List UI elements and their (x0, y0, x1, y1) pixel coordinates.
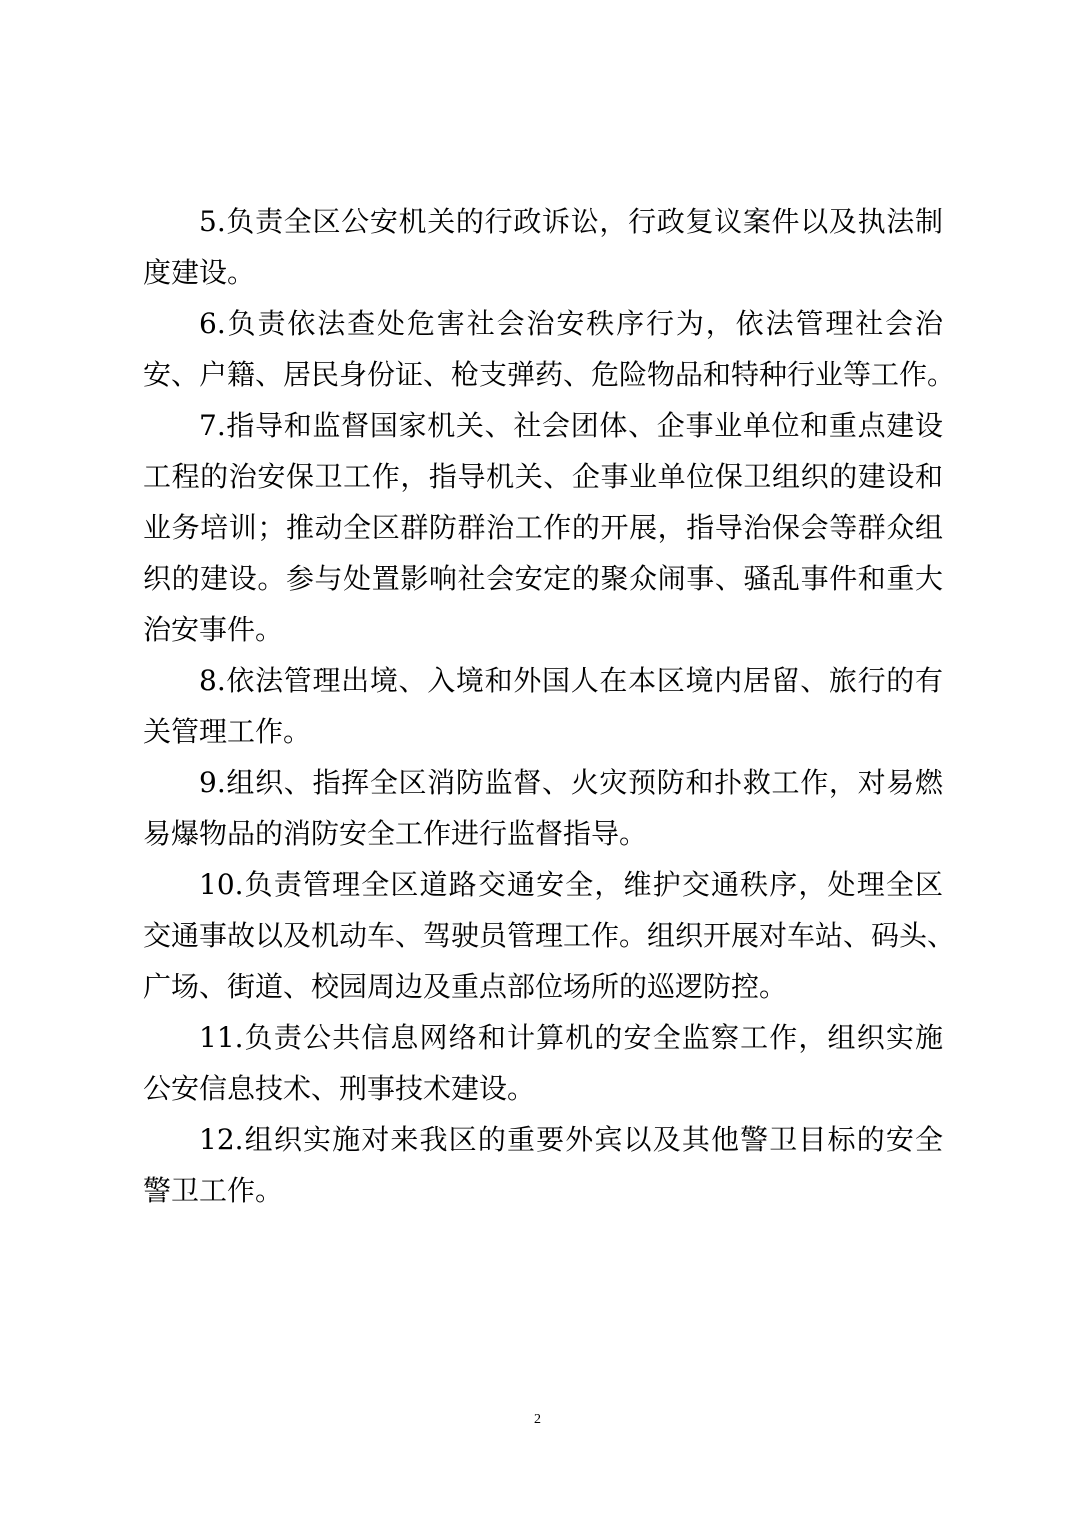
page-number: 2 (534, 1412, 541, 1427)
text-line: 度建设。 (143, 256, 256, 289)
text-line: 6.负责依法查处危害社会治安秩序行为，依法管理社会治 (199, 307, 943, 340)
text-line: 警卫工作。 (143, 1174, 284, 1207)
text-line: 安、户籍、居民身份证、枪支弹药、危险物品和特种行业等工作。 (143, 358, 956, 391)
text-line: 广场、街道、校园周边及重点部位场所的巡逻防控。 (143, 970, 788, 1003)
text-line: 9.组织、指挥全区消防监督、火灾预防和扑救工作，对易燃 (199, 766, 943, 799)
text-line: 工程的治安保卫工作，指导机关、企事业单位保卫组织的建设和 (143, 460, 943, 493)
text-line: 织的建设。参与处置影响社会安定的聚众闹事、骚乱事件和重大 (143, 562, 943, 595)
text-line: 8.依法管理出境、入境和外国人在本区境内居留、旅行的有 (199, 664, 943, 697)
document-body (143, 196, 956, 1216)
text-line: 7.指导和监督国家机关、社会团体、企事业单位和重点建设 (199, 409, 943, 442)
text-line: 5.负责全区公安机关的行政诉讼，行政复议案件以及执法制 (199, 205, 943, 238)
text-line: 11.负责公共信息网络和计算机的安全监察工作，组织实施 (199, 1021, 943, 1054)
text-line: 易爆物品的消防安全工作进行监督指导。 (143, 817, 648, 850)
text-line: 治安事件。 (143, 613, 284, 646)
text-line: 12.组织实施对来我区的重要外宾以及其他警卫目标的安全 (199, 1123, 943, 1156)
text-line: 公安信息技术、刑事技术建设。 (143, 1072, 536, 1105)
text-line: 关管理工作。 (143, 715, 312, 748)
text-line: 交通事故以及机动车、驾驶员管理工作。组织开展对车站、码头、 (143, 919, 956, 952)
text-line: 业务培训；推动全区群防群治工作的开展，指导治保会等群众组 (143, 511, 943, 544)
text-line: 10.负责管理全区道路交通安全，维护交通秩序，处理全区 (199, 868, 943, 901)
